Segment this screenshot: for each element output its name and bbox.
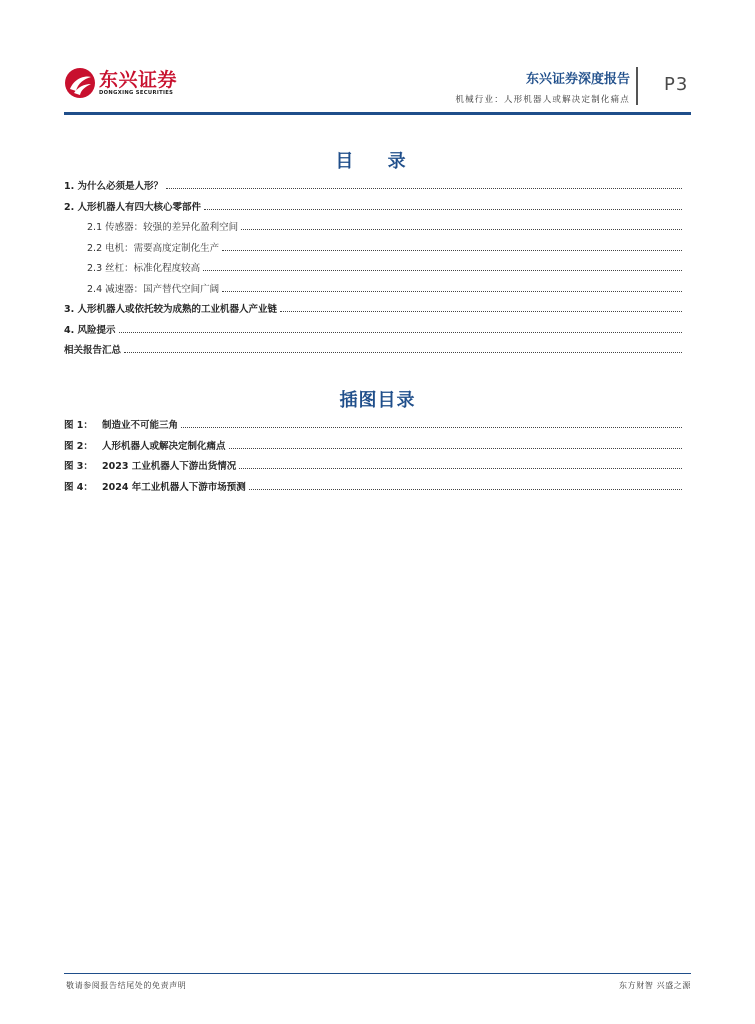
figure-leader-dots — [239, 467, 682, 469]
header-rule — [64, 112, 691, 115]
toc-entry[interactable] — [64, 260, 684, 281]
toc-entry-text[interactable]: 相关报告汇总 — [64, 345, 122, 356]
figure-label: 图 4： — [64, 481, 93, 493]
company-logo — [64, 67, 177, 99]
toc-leader-dots — [280, 310, 682, 312]
figure-entry-text[interactable]: 2024 年工业机器人下游市场预测 — [102, 481, 246, 493]
toc-entry[interactable] — [64, 219, 684, 240]
toc-entry[interactable] — [64, 281, 684, 302]
page-number: P3 — [664, 74, 689, 95]
report-type-title: 东兴证券深度报告 — [525, 72, 630, 87]
list-of-figures — [64, 417, 684, 499]
logo-english-name: DONGXING SECURITIES — [99, 89, 174, 96]
footer-slogan: 东方财智 兴盛之源 — [619, 981, 691, 990]
figure-entry[interactable] — [64, 438, 684, 459]
toc-entry-text[interactable]: 1. 为什么必须是人形？ — [64, 181, 164, 192]
figure-label: 图 3： — [64, 461, 93, 472]
toc-leader-dots — [203, 269, 682, 271]
toc-leader-dots — [166, 187, 682, 189]
toc-entry[interactable] — [64, 178, 684, 199]
figure-entry[interactable] — [64, 458, 684, 479]
table-of-contents — [64, 178, 684, 363]
toc-entry[interactable] — [64, 301, 684, 322]
report-subtitle: 机械行业：人形机器人或解决定制化痛点 — [455, 95, 630, 105]
toc-leader-dots — [119, 331, 682, 333]
toc-entry[interactable] — [64, 342, 684, 363]
figure-label: 图 1： — [64, 420, 93, 431]
toc-entry-text[interactable]: 2.4 减速器：国产替代空间广阔 — [87, 283, 220, 295]
figure-entry[interactable] — [64, 479, 684, 500]
toc-entry-text[interactable]: 2.2 电机：需要高度定制化生产 — [87, 242, 220, 254]
footer-disclaimer: 敬请参阅报告结尾处的免责声明 — [66, 981, 187, 990]
toc-leader-dots — [241, 228, 682, 230]
toc-title: 目 录 — [335, 151, 420, 172]
figure-entry-text[interactable]: 人形机器人或解决定制化痛点 — [102, 440, 226, 452]
toc-leader-dots — [222, 290, 682, 292]
toc-entry[interactable] — [64, 322, 684, 343]
figure-entry-text[interactable]: 2023 工业机器人下游出货情况 — [102, 461, 237, 472]
logo-chinese-name: 东兴证券 — [99, 68, 178, 91]
toc-entry-text[interactable]: 3. 人形机器人或依托较为成熟的工业机器人产业链 — [64, 304, 278, 315]
figure-leader-dots — [229, 447, 682, 449]
footer-rule — [64, 973, 691, 974]
figure-entry[interactable] — [64, 417, 684, 438]
toc-entry-text[interactable]: 2.1 传感器：较强的差异化盈利空间 — [87, 222, 239, 233]
toc-entry-text[interactable]: 4. 风险提示 — [64, 324, 116, 336]
dongxing-logo-icon — [64, 67, 96, 99]
figure-label: 图 2： — [64, 440, 93, 452]
toc-leader-dots — [204, 208, 682, 210]
toc-entry-text[interactable]: 2. 人形机器人有四大核心零部件 — [64, 201, 202, 213]
figure-leader-dots — [249, 488, 682, 490]
header-separator — [636, 67, 638, 105]
toc-leader-dots — [124, 351, 682, 353]
figure-leader-dots — [181, 426, 682, 428]
figures-title: 插图目录 — [339, 390, 416, 411]
figure-entry-text[interactable]: 制造业不可能三角 — [102, 420, 179, 431]
toc-entry-text[interactable]: 2.3 丝杠：标准化程度较高 — [87, 263, 201, 274]
toc-leader-dots — [222, 249, 682, 251]
toc-entry[interactable] — [64, 199, 684, 220]
toc-entry[interactable] — [64, 240, 684, 261]
